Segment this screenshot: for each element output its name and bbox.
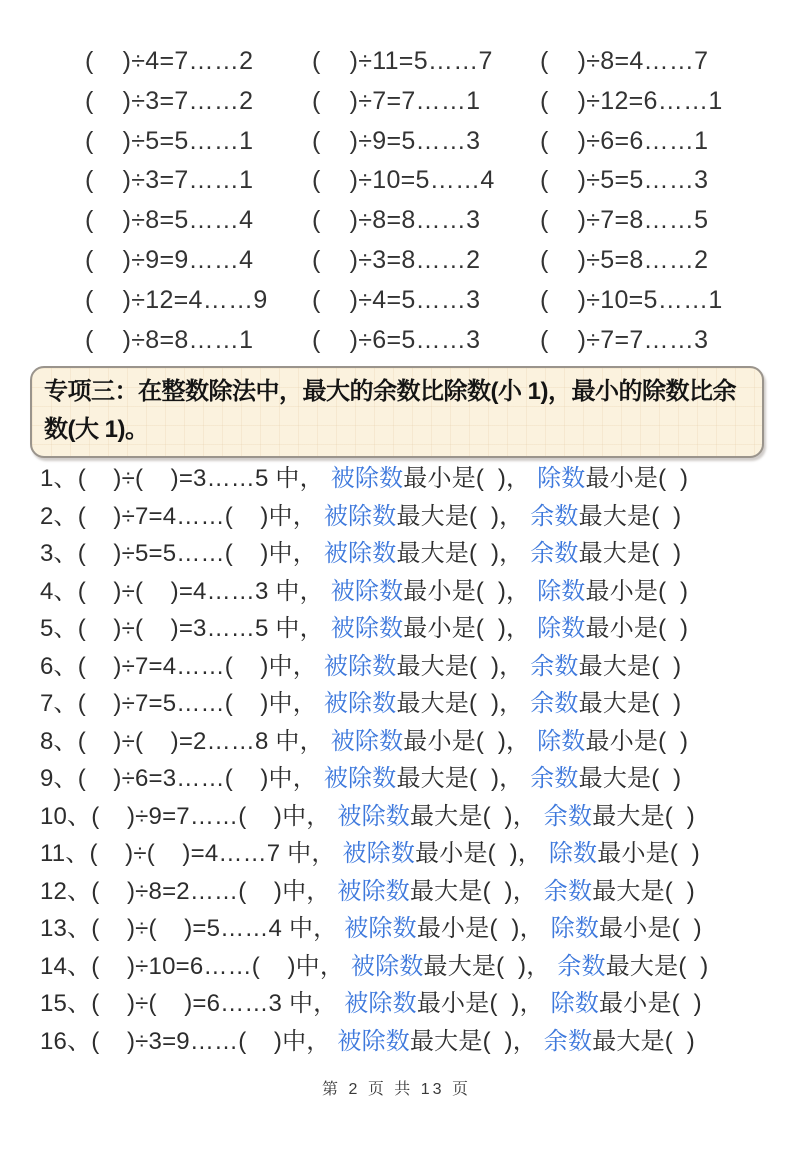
- division-equation: ( )÷3=7……1: [85, 166, 254, 195]
- division-equation: ( )÷10=5……4: [312, 166, 495, 195]
- division-equation: ( )÷5=5……1: [85, 126, 254, 155]
- problem-row: [40, 910, 793, 948]
- division-equation: ( )÷7=8……5: [540, 206, 709, 235]
- problem-row: [40, 873, 793, 911]
- answer-blank-text: 最大是( ): [578, 652, 682, 680]
- answer-blank-text: 最大是( ): [578, 540, 682, 568]
- equation-text: ( )÷3=9……( )中，: [91, 1027, 338, 1055]
- divisor-keyword: 除数: [537, 727, 586, 755]
- division-equations-grid: [85, 42, 793, 360]
- division-equation: ( )÷12=6……1: [540, 86, 723, 115]
- answer-blank-text: 最大是( )，: [396, 765, 531, 793]
- answer-blank-text: 最大是( )，: [409, 802, 544, 830]
- problem-number: 2、: [40, 502, 78, 530]
- page-number-footer: 第 2 页 共 13 页: [322, 1081, 471, 1099]
- section-rule-box: [30, 366, 764, 458]
- answer-blank-text: 最大是( ): [592, 802, 695, 830]
- problem-row: [40, 723, 793, 761]
- problem-row: [40, 610, 793, 648]
- answer-blank-text: 最小是( ): [585, 615, 689, 643]
- problem-number: 11、: [40, 840, 90, 868]
- equation-text: ( )÷9=7……( )中，: [91, 802, 338, 830]
- division-equation: ( )÷7=7……1: [312, 86, 481, 115]
- division-equation: ( )÷8=8……1: [85, 325, 254, 354]
- problem-number: 3、: [40, 540, 78, 568]
- divisor-keyword: 除数: [537, 615, 586, 643]
- answer-blank-text: 最小是( ): [585, 465, 689, 493]
- division-equation: ( )÷8=8……3: [312, 206, 481, 235]
- problem-row: [40, 648, 793, 686]
- division-equation: ( )÷9=9……4: [85, 245, 254, 274]
- equation-text: ( )÷( )=6……3 中，: [91, 990, 345, 1018]
- problem-row: [40, 685, 793, 723]
- dividend-keyword: 被除数: [323, 765, 397, 793]
- answer-blank-text: 最小是( )，: [403, 465, 538, 493]
- dividend-keyword: 被除数: [342, 840, 416, 868]
- answer-blank-text: 最小是( )，: [416, 990, 551, 1018]
- problem-row: [40, 798, 793, 836]
- divisor-keyword: 除数: [550, 915, 600, 943]
- remainder-keyword: 余数: [543, 1027, 593, 1055]
- dividend-keyword: 被除数: [323, 502, 397, 530]
- divisor-keyword: 除数: [550, 990, 600, 1018]
- dividend-keyword: 被除数: [323, 652, 397, 680]
- problem-row: [40, 985, 793, 1023]
- equation-text: ( )÷7=4……( )中，: [77, 652, 324, 680]
- division-equation: ( )÷8=5……4: [85, 206, 254, 235]
- answer-blank-text: 最小是( ): [597, 840, 700, 868]
- remainder-keyword: 余数: [543, 877, 593, 905]
- divisor-keyword: 除数: [537, 577, 586, 605]
- dividend-keyword: 被除数: [337, 877, 410, 905]
- answer-blank-text: 最小是( ): [599, 915, 702, 943]
- problem-row: [40, 460, 793, 498]
- division-equation: ( )÷8=4……7: [540, 47, 709, 75]
- answer-blank-text: 最大是( ): [578, 765, 682, 793]
- divisor-keyword: 除数: [537, 465, 586, 493]
- equation-text: ( )÷7=5……( )中，: [77, 690, 324, 718]
- dividend-keyword: 被除数: [330, 727, 404, 755]
- answer-blank-text: 最小是( )，: [415, 840, 549, 868]
- equation-text: ( )÷( )=5……4 中，: [91, 915, 345, 943]
- dividend-keyword: 被除数: [344, 990, 417, 1018]
- answer-blank-text: 最大是( ): [592, 1027, 695, 1055]
- answer-blank-text: 最大是( )，: [396, 540, 531, 568]
- answer-blank-text: 最大是( )，: [396, 690, 531, 718]
- answer-blank-text: 最小是( )，: [403, 577, 538, 605]
- answer-blank-text: 最大是( ): [578, 502, 682, 530]
- answer-blank-text: 最大是( ): [578, 690, 682, 718]
- remainder-keyword: 余数: [557, 952, 606, 980]
- problem-row: [40, 1023, 793, 1061]
- problem-number: 5、: [40, 615, 78, 643]
- remainder-keyword: 余数: [530, 540, 579, 568]
- dividend-keyword: 被除数: [344, 915, 417, 943]
- answer-blank-text: 最大是( )，: [409, 1027, 544, 1055]
- division-equation: ( )÷6=6……1: [540, 126, 709, 155]
- equation-text: ( )÷8=2……( )中，: [91, 877, 338, 905]
- worksheet-page: [0, 42, 793, 1164]
- division-equation: ( )÷4=7……2: [85, 47, 254, 75]
- dividend-keyword: 被除数: [330, 577, 404, 605]
- division-equation: ( )÷11=5……7: [312, 47, 493, 75]
- answer-blank-text: 最大是( ): [605, 952, 709, 980]
- dividend-keyword: 被除数: [350, 952, 424, 980]
- remainder-keyword: 余数: [530, 502, 579, 530]
- divisor-keyword: 除数: [548, 840, 598, 868]
- dividend-keyword: 被除数: [330, 615, 404, 643]
- problem-row: [40, 498, 793, 536]
- equation-text: ( )÷7=4……( )中，: [77, 502, 324, 530]
- division-equation: ( )÷4=5……3: [312, 285, 481, 314]
- problem-number: 4、: [40, 577, 78, 605]
- division-equation: ( )÷9=5……3: [312, 126, 481, 155]
- problem-number: 9、: [40, 765, 78, 793]
- section-title: 专项三：在整数除法中，最大的余数比除数(小 1)，最小的除数比余数(大 1)。: [44, 378, 736, 444]
- problem-row: [40, 835, 793, 873]
- equation-text: ( )÷( )=2……8 中，: [77, 727, 331, 755]
- dividend-keyword: 被除数: [337, 802, 410, 830]
- equation-text: ( )÷( )=3……5 中，: [77, 615, 331, 643]
- problem-number: 14、: [40, 952, 92, 980]
- answer-blank-text: 最小是( )，: [416, 915, 551, 943]
- problem-number: 8、: [40, 727, 78, 755]
- dividend-keyword: 被除数: [323, 540, 397, 568]
- answer-blank-text: 最大是( ): [592, 877, 695, 905]
- answer-blank-text: 最小是( ): [585, 577, 689, 605]
- division-equation: ( )÷3=7……2: [85, 86, 254, 115]
- answer-blank-text: 最小是( )，: [403, 727, 538, 755]
- problem-number: 15、: [40, 990, 92, 1018]
- answer-blank-text: 最大是( )，: [396, 502, 531, 530]
- problem-number: 1、: [40, 465, 78, 493]
- problem-row: [40, 573, 793, 611]
- equation-text: ( )÷( )=4……3 中，: [77, 577, 331, 605]
- problem-row: [40, 948, 793, 986]
- problem-number: 13、: [40, 915, 92, 943]
- equation-text: ( )÷( )=4……7 中，: [89, 840, 343, 868]
- answer-blank-text: 最小是( )，: [403, 615, 538, 643]
- division-equation: ( )÷5=5……3: [540, 166, 709, 195]
- division-equation: ( )÷6=5……3: [312, 325, 481, 354]
- problem-number: 16、: [40, 1027, 92, 1055]
- remainder-keyword: 余数: [543, 802, 593, 830]
- problem-number: 12、: [40, 877, 92, 905]
- remainder-keyword: 余数: [530, 652, 579, 680]
- dividend-keyword: 被除数: [330, 465, 404, 493]
- answer-blank-text: 最小是( ): [585, 727, 689, 755]
- problem-list: [40, 460, 793, 1060]
- problem-number: 10、: [40, 802, 92, 830]
- problem-row: [40, 535, 793, 573]
- division-equation: ( )÷3=8……2: [312, 245, 481, 274]
- remainder-keyword: 余数: [530, 690, 579, 718]
- division-equation: ( )÷10=5……1: [540, 285, 723, 314]
- division-equation: ( )÷7=7……3: [540, 325, 709, 354]
- answer-blank-text: 最小是( ): [599, 990, 702, 1018]
- dividend-keyword: 被除数: [337, 1027, 410, 1055]
- answer-blank-text: 最大是( )，: [423, 952, 558, 980]
- equation-text: ( )÷5=5……( )中，: [77, 540, 324, 568]
- division-equation: ( )÷12=4……9: [85, 285, 268, 314]
- division-equation: ( )÷5=8……2: [540, 245, 709, 274]
- equation-text: ( )÷6=3……( )中，: [77, 765, 324, 793]
- problem-number: 7、: [40, 690, 78, 718]
- dividend-keyword: 被除数: [323, 690, 397, 718]
- equation-text: ( )÷( )=3……5 中，: [77, 465, 331, 493]
- remainder-keyword: 余数: [530, 765, 579, 793]
- problem-number: 6、: [40, 652, 78, 680]
- problem-row: [40, 760, 793, 798]
- answer-blank-text: 最大是( )，: [409, 877, 544, 905]
- equation-text: ( )÷10=6……( )中，: [91, 952, 351, 980]
- answer-blank-text: 最大是( )，: [396, 652, 531, 680]
